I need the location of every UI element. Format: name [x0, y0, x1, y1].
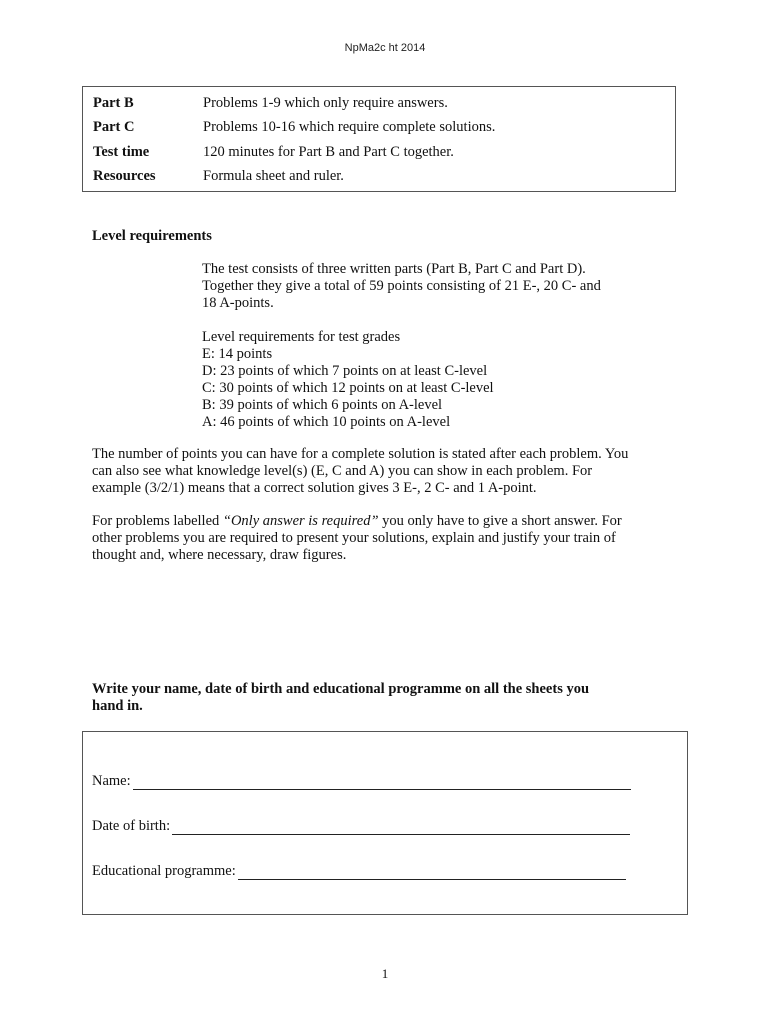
info-value: 120 minutes for Part B and Part C together. — [203, 144, 454, 160]
name-row — [92, 770, 631, 790]
student-details-form — [82, 731, 688, 915]
grade-b-line: B: 39 points of which 6 points on A-level — [202, 397, 443, 413]
text-line — [92, 513, 682, 530]
text-line: example (3/2/1) means that a correct solution gives 3 E-, 2 C- and 1 A-point. — [92, 480, 537, 496]
hand-in-instruction — [92, 681, 672, 715]
text-line: can also see what knowledge level(s) (E, C and A) you can show in each problem. For — [92, 463, 593, 479]
text-line: Together they give a total of 59 points consisting of 21 E-, 20 C- and — [202, 278, 601, 294]
name-label: Name: — [92, 773, 131, 789]
grade-d-line: D: 23 points of which 7 points on at least C-level — [202, 363, 488, 379]
level-requirements-title: Level requirements — [92, 228, 212, 244]
educational-programme-field[interactable] — [238, 863, 626, 880]
text-line: The test consists of three written parts (Part B, Part C and Part D). — [202, 261, 586, 277]
answer-requirements-paragraph — [92, 513, 682, 564]
info-label: Part B — [93, 95, 134, 111]
info-label: Resources — [93, 168, 156, 184]
info-value: Problems 1-9 which only require answers. — [203, 95, 448, 111]
grade-c-line: C: 30 points of which 12 points on at least C-level — [202, 380, 494, 396]
grade-requirements-list — [202, 329, 652, 431]
text-line: Write your name, date of birth and educational programme on all the sheets you — [92, 681, 590, 697]
programme-row — [92, 860, 626, 880]
test-info-box — [82, 86, 676, 192]
document-code-header: NpMa2c ht 2014 — [344, 42, 426, 54]
dob-label: Date of birth: — [92, 818, 171, 834]
info-label: Part C — [93, 119, 135, 135]
text-line: 18 A-points. — [202, 295, 274, 311]
grade-e-line: E: 14 points — [202, 346, 273, 362]
text-line: other problems you are required to present your solutions, explain and justify your train of — [92, 530, 616, 546]
only-answer-emphasis: “Only answer is required” — [222, 513, 379, 529]
grades-heading: Level requirements for test grades — [202, 329, 401, 345]
test-composition-text — [202, 261, 652, 312]
text-line: hand in. — [92, 698, 143, 714]
programme-label: Educational programme: — [92, 863, 236, 879]
text-fragment: you only have to give a short answer. For — [378, 513, 622, 529]
info-value: Problems 10-16 which require complete solutions. — [203, 119, 496, 135]
points-explanation-paragraph — [92, 446, 682, 497]
page-number: 1 — [381, 966, 389, 981]
text-line: The number of points you can have for a complete solution is stated after each problem. You — [92, 446, 629, 462]
date-of-birth-field[interactable] — [172, 818, 630, 835]
info-value: Formula sheet and ruler. — [203, 168, 344, 184]
name-field[interactable] — [133, 773, 631, 790]
text-fragment: For problems labelled — [92, 513, 223, 529]
text-line: thought and, where necessary, draw figures. — [92, 547, 347, 563]
info-label: Test time — [93, 144, 150, 160]
grade-a-line: A: 46 points of which 10 points on A-level — [202, 414, 451, 430]
dob-row — [92, 815, 630, 835]
